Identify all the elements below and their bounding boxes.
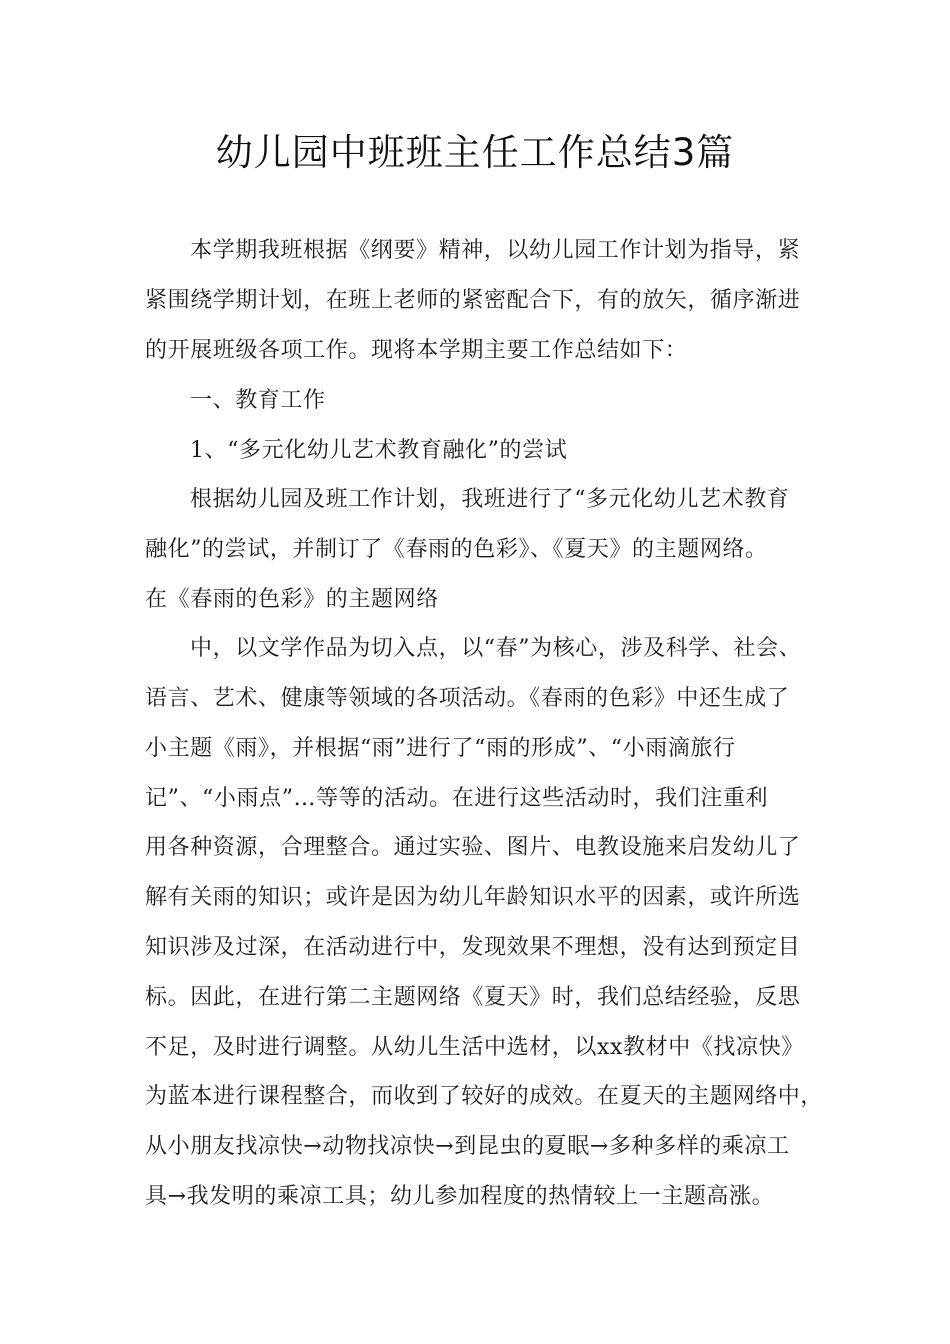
paragraph-line: 在《春雨的色彩》的主题网络	[145, 587, 439, 612]
paragraph-line: 从小朋友找凉快→动物找凉快→到昆虫的夏眠→多种多样的乘凉工	[145, 1134, 790, 1159]
paragraph-line: 语言、艺术、健康等领域的各项活动。《春雨的色彩》中还生成了	[145, 686, 790, 711]
paragraph-line: 融化”的尝试，并制订了《春雨的色彩》、《夏天》的主题网络。	[145, 537, 768, 562]
paragraph-line: 具→我发明的乘凉工具；幼儿参加程度的热情较上一主题高涨。	[145, 1184, 775, 1209]
paragraph-line: 标。因此，在进行第二主题网络《夏天》时，我们总结经验，反思	[145, 985, 801, 1010]
paragraph-line: 本学期我班根据《纲要》精神，以幼儿园工作计划为指导，紧	[190, 238, 801, 263]
subsection-heading: 1、“多元化幼儿艺术教育融化”的尝试	[190, 438, 568, 463]
section-heading: 一、教育工作	[190, 388, 326, 413]
paragraph-line: 的开展班级各项工作。现将本学期主要工作总结如下：	[145, 338, 688, 363]
paragraph-line: 知识涉及过深，在活动进行中，发现效果不理想，没有达到预定目	[145, 935, 801, 960]
paragraph-line: 根据幼儿园及班工作计划，我班进行了“多元化幼儿艺术教育	[190, 487, 790, 512]
paragraph-line: 为蓝本进行课程整合，而收到了较好的成效。在夏天的主题网络中，	[145, 1084, 824, 1109]
paragraph-line: 中，以文学作品为切入点，以“春”为核心，涉及科学、社会、	[190, 636, 802, 661]
paragraph-line: 用各种资源，合理整合。通过实验、图片、电教设施来启发幼儿了	[145, 835, 801, 860]
paragraph-line: 不足，及时进行调整。从幼儿生活中选材，以xx教材中《找凉快》	[145, 1035, 804, 1060]
paragraph-line: 解有关雨的知识；或许是因为幼儿年龄知识水平的因素，或许所选	[145, 885, 801, 910]
paragraph-line: 记”、“小雨点”…等等的活动。在进行这些活动时，我们注重利	[145, 786, 769, 811]
document-title: 幼儿园中班班主任工作总结3篇	[215, 131, 735, 174]
paragraph-line: 紧围绕学期计划，在班上老师的紧密配合下，有的放矢，循序渐进	[145, 288, 801, 313]
paragraph-line: 小主题《雨》，并根据“雨”进行了“雨的形成”、“小雨滴旅行	[145, 736, 736, 761]
